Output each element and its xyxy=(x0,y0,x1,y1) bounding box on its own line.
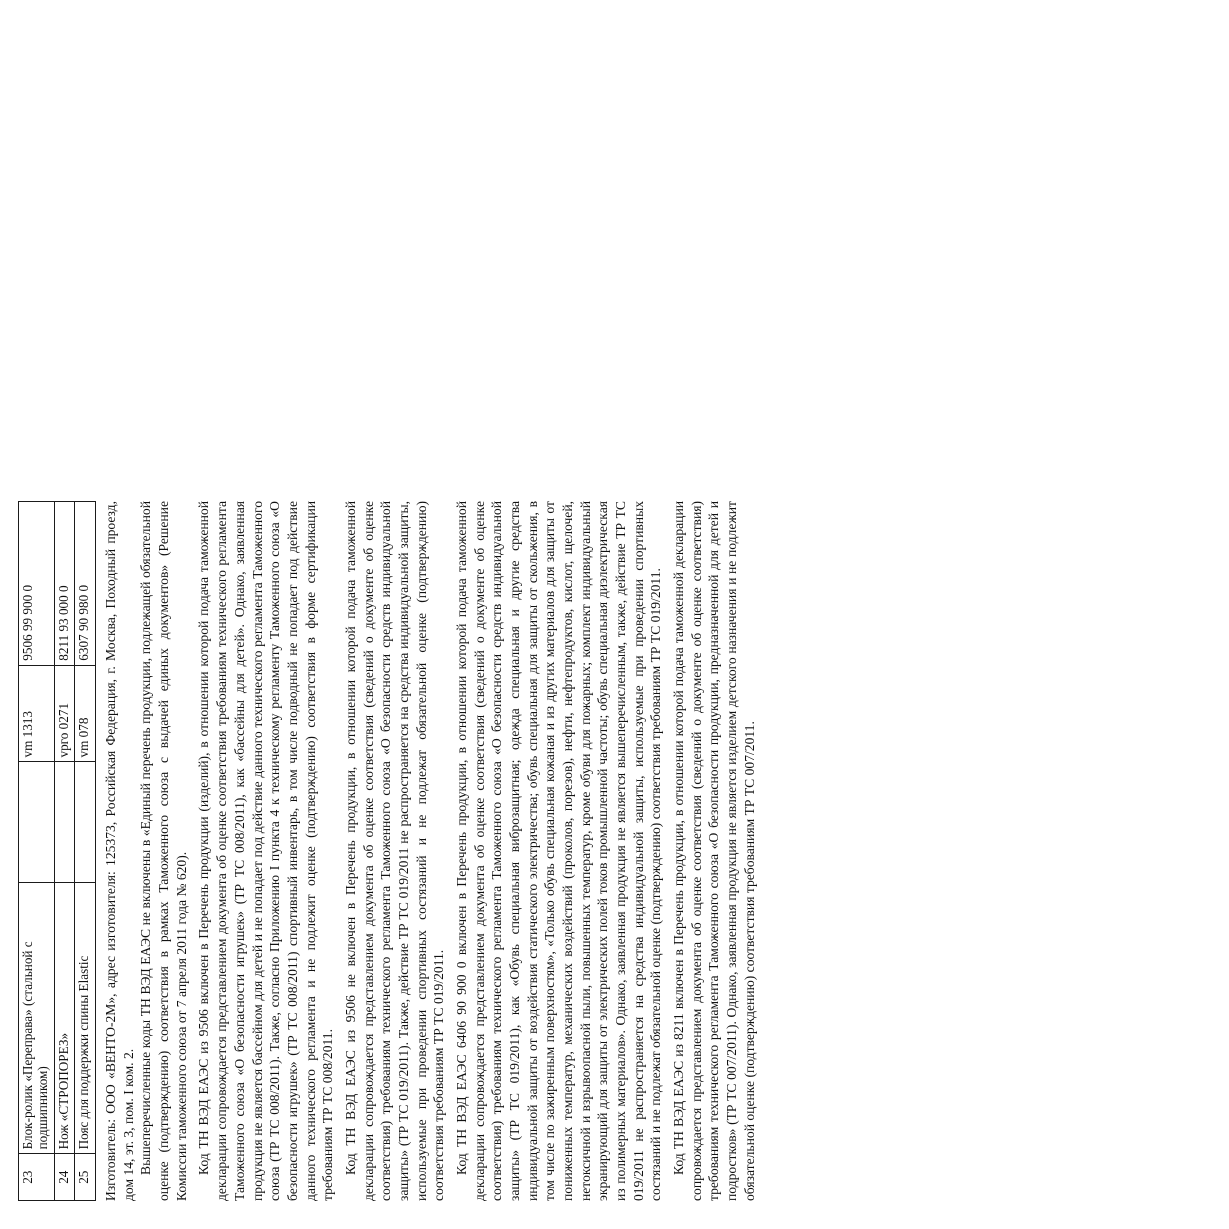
cell-code1 xyxy=(19,762,55,883)
cell-code2: vm 078 xyxy=(75,665,96,762)
product-table xyxy=(18,501,96,1201)
product-table-wrapper xyxy=(18,501,96,1201)
cell-code3: 6307 90 980 0 xyxy=(75,502,96,666)
cell-code1 xyxy=(75,762,96,883)
paragraph-tr-ts-008: Код ТН ВЭД ЕАЭС из 9506 включен в Перечень продукции (изделий), в отношении которой подача таможенной декларации сопровождается представлением документа об оценке соответствия требованиям технического регламента Таможенного союза «О безопасности игрушек» (ТР ТС 008/2011), как «бассейны для детей». Однако, заявленная продукция не является бассейном для детей и не попадает под действие данного технического регламента Таможенного союза (ТР ТС 008/2011). Также, согласно Приложению I пункта 4 к техническому регламенту Таможенного союза «О безопасности игрушек» (ТР ТС 008/2011) спортивный инвентарь, в том числе подводный не попадает под действие данного технического регламента и не подлежит оценке (подтверждению) соответствия в форме сертификации требованиям ТР ТС 008/2011. xyxy=(196,501,336,1201)
cell-code3: 8211 93 000 0 xyxy=(54,502,75,666)
paragraph-manufacturer: Изготовитель: ООО «ВЕНТО-2М», адрес изготовителя: 125373, Российская Федерация, г. Москва, Походный проезд, дом 14, эт. 3, пом. I ком. 2. xyxy=(103,501,136,1201)
table-row xyxy=(75,502,96,1201)
table-row xyxy=(19,502,55,1201)
scanned-page xyxy=(0,468,1229,1229)
cell-code1 xyxy=(54,762,75,883)
paragraph-tr-ts-007-8211: Код ТН ВЭД ЕАЭС из 8211 включен в Перечень продукции, в отношении которой подача таможенной декларации сопровождается представлением документа об оценке соответствия (сведений о документе об оценке соответствия) требованиям технического регламента Таможенного союза «О безопасности продукции, предназначенной для детей и подростков» (ТР ТС 007/2011). Однако, заявленная продукция не является изделием детского назначения и не подлежит обязательной оценке (подтверждению) соответствия требованиям ТР ТС 007/2011. xyxy=(670,501,757,1201)
paragraph-codes-not-included: Вышеперечисленные коды ТН ВЭД ЕАЭС не включены в «Единый перечень продукции, подлежащей обязательной оценке (подтверждению) соответствия в рамках Таможенного союза с выдачей единых документов» (Решение Комиссии таможенного союза от 7 апреля 2011 года № 620). xyxy=(138,501,189,1201)
paragraph-tr-ts-019-9506: Код ТН ВЭД ЕАЭС из 9506 не включен в Перечень продукции, в отношении которой подача таможенной декларации сопровождается представлением документа об оценке соответствия (сведений о документе об оценке соответствия) требованиям технического регламента Таможенного союза «О безопасности средств индивидуальной защиты» (ТР ТС 019/2011). Также, действие ТР ТС 019/2011 не распространяется на средства индивидуальной защиты, используемые при проведении спортивных состязаний и не подлежат обязательной оценке (подтверждению) соответствия требованиям ТР ТС 019/2011. xyxy=(342,501,447,1201)
paragraph-tr-ts-019-6406: Код ТН ВЭД ЕАЭС 6406 90 900 0 включен в Перечень продукции, в отношении которой подача таможенной декларации сопровождается представлением документа об оценке соответствия (сведений о документе об оценке соответствия) требованиям технического регламента Таможенного союза «О безопасности средств индивидуальной защиты» (ТР ТС 019/2011), как «Обувь специальная виброзащитная; одежда специальная и другие средства индивидуальной защиты от воздействия статического электричества; обувь специальная для защиты от скольжения, в том числе по зажиренным поверхностям», «Только обувь специальная кожаная и из других материалов для защиты от пониженных температур, механических воздействий (проколов, порезов), нефти, нефтепродуктов, кислот, щелочей, нетоксичной и взрывоопасной пыли, повышенных температур, кроме обуви для пожарных; комплект индивидуальный экранирующий для защиты от электрических полей токов промышленной частоты; обувь специальная диэлектрическая из полимерных материалов». Однако, заявленная продукция не является вышеперечисленным, также, действие ТР ТС 019/2011 не распространяется на средства индивидуальной защиты, используемые при проведении спортивных состязаний и не подлежат обязательной оценке (подтверждению) соответствия требованиям ТР ТС 019/2011. xyxy=(453,501,664,1201)
cell-code2: vрго 0271 xyxy=(54,665,75,762)
cell-num: 25 xyxy=(75,1154,96,1201)
cell-num: 24 xyxy=(54,1154,75,1201)
cell-name: Блок-ролик «Переправа» (стальной с подшипником) xyxy=(19,883,55,1154)
cell-name: Пояс для поддержки спины Elastic xyxy=(75,883,96,1154)
cell-num: 23 xyxy=(19,1154,55,1201)
page-content xyxy=(18,501,1208,1201)
cell-code2: vm 1313 xyxy=(19,665,55,762)
cell-name: Нож «СТРОПОРЕЗ» xyxy=(54,883,75,1154)
table-row xyxy=(54,502,75,1201)
cell-code3: 9506 99 900 0 xyxy=(19,502,55,666)
